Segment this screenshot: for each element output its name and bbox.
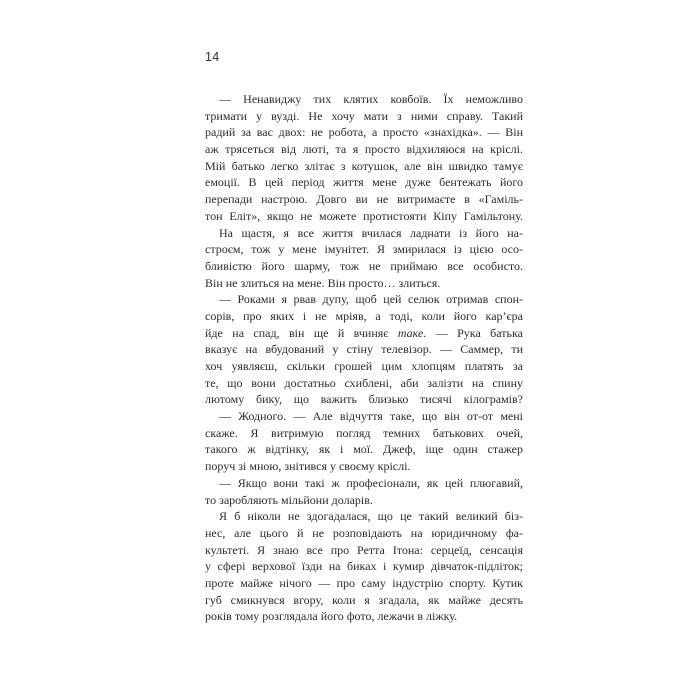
text-line: строєм, тож у мене імунітет. Я змирилася із цією осо- xyxy=(205,242,523,257)
text-line: радий за вас двох: не робота, а просто «знахідка». — Він xyxy=(205,125,523,140)
text-line: — Роками я рвав дупу, щоб цей селюк отримав спон- xyxy=(219,292,523,307)
paragraph xyxy=(205,475,523,508)
page-text xyxy=(205,91,523,625)
text-line: Мій батько легко злітає з котушок, але він швидко тамує xyxy=(205,158,523,173)
text-line: йде на спад, він ще й вчиняє таке. — Рука батька xyxy=(205,325,523,340)
text-line: нес, але цього й не розповідають на юридичному фа- xyxy=(205,525,523,540)
text-line: перепади настрою. Довго ви не витримаєте в «Гаміль- xyxy=(205,192,523,207)
text-line: сорів, про яких і не мріяв, а тоді, коли його кар’єра xyxy=(205,308,523,323)
text-line: те, що вони достатньо схиблені, аби залізти на спину xyxy=(205,375,523,390)
text-line: аж трясеться від люті, та я просто відхиляюся на кріслі. xyxy=(205,142,523,157)
text-line: тримати у вузді. Не хочу мати з ними справу. Такий xyxy=(205,108,523,123)
text-line: Я б ніколи не здогадалася, що це такий великий біз- xyxy=(219,509,523,524)
text-line: років тому розглядала його фото, лежачи в ліжку. xyxy=(205,609,458,624)
text-line: проте майже нічого — про саму індустрію спорту. Кутик xyxy=(205,575,523,590)
text-line: у сфері верхової їзди на биках і кумир дівчаток-підліток; xyxy=(205,559,523,574)
text-line: поруч зі мною, знітився у своєму кріслі. xyxy=(205,459,411,474)
page-number: 14 xyxy=(205,50,220,64)
text-line: емоції. В цей період життя мене дуже бентежать його xyxy=(205,175,523,190)
text-line: лютому бику, що важить близько тисячі кілограмів? xyxy=(205,392,523,407)
text-line: тон Еліт», якщо не можете протистояти Кіпу Гамільтону. xyxy=(205,208,523,223)
text-line: Він не злиться на мене. Він просто… злиться. xyxy=(205,275,441,290)
text-line: — Якщо вони такі ж професіонали, як цей плюгавий, xyxy=(219,475,523,490)
text-line: то заробляють мільйони доларів. xyxy=(205,492,373,507)
text-line: — Жодного. — Але відчуття таке, що він от-от мені xyxy=(219,409,523,424)
text-line: скаже. Я витримую погляд темних батькових очей, xyxy=(205,425,523,440)
paragraph xyxy=(205,508,523,625)
paragraph xyxy=(205,225,523,292)
paragraph xyxy=(205,408,523,475)
text-line: культеті. Я знаю все про Ретта Ітона: серцеїд, сенсація xyxy=(205,542,523,557)
text-line: губ смикнувся вгору, коли я згадала, як майже десять xyxy=(205,592,523,607)
text-line: хоч уявляєш, скільки грошей цим хлопцям платять за xyxy=(205,359,523,373)
paragraph xyxy=(205,291,523,408)
paragraph xyxy=(205,91,523,225)
text-line: На щастя, я все життя вчилася ладнати із його на- xyxy=(219,225,523,240)
text-line: бливістю його шарму, тож не приймаю все особисто. xyxy=(205,258,523,273)
text-line: вказує на вбудований у стіну телевізор. — Саммер, ти xyxy=(205,342,523,357)
text-line: — Ненавиджу тих клятих ковбоїв. Їх неможливо xyxy=(219,92,523,106)
text-line: такого ж відтінку, як і мої. Джеф, іще один стажер xyxy=(205,442,523,457)
